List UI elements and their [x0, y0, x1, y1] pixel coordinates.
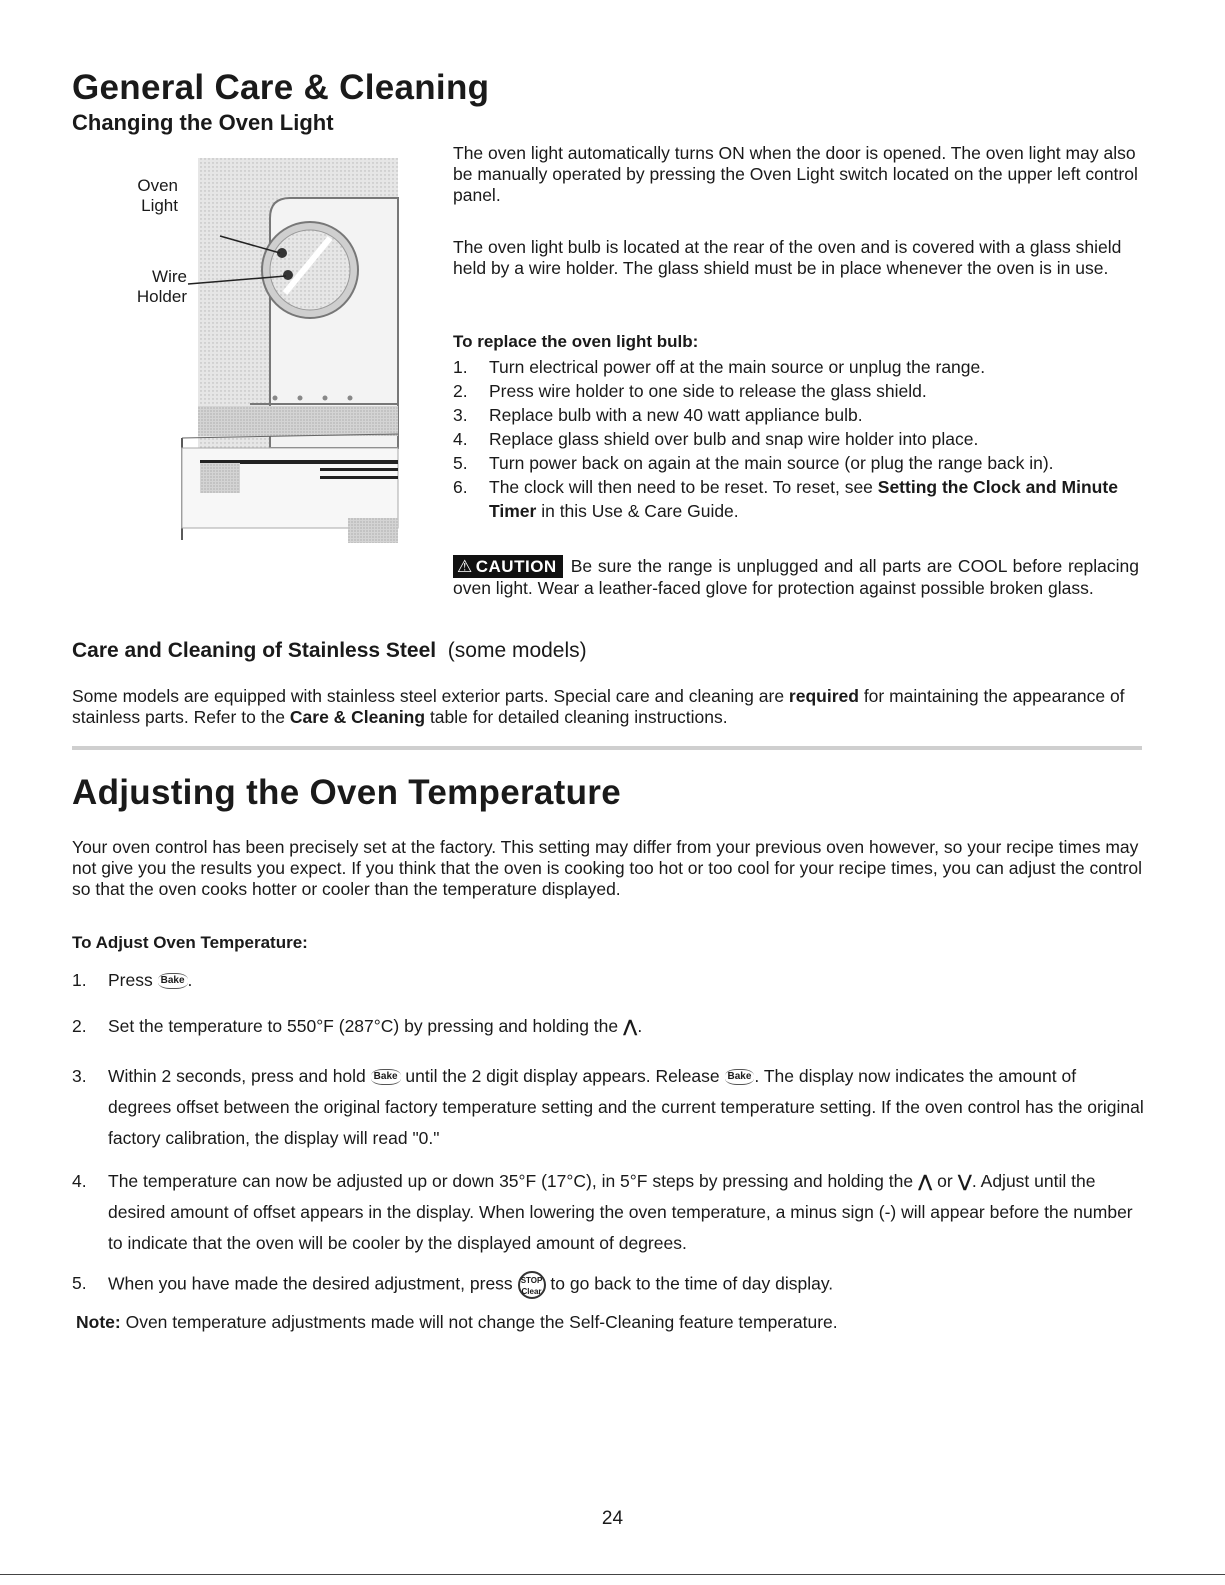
diagram-label-oven-light: Oven Light — [137, 176, 178, 215]
adjust-paragraph: Your oven control has been precisely set at the factory. This setting may differ from your previous oven however, so your recipe times may not give you the results you expect. If you think that the oven is cooking too hot or too cool for your recipe times, you can adjust the control so that the oven cooks hotter or cooler than the temperature displayed. — [72, 837, 1143, 899]
list-item: 6. The clock will then need to be reset. To reset, see Setting the Clock and Minute Timer in this Use & Care Guide. — [453, 477, 1118, 521]
list-item: 2. Press wire holder to one side to release the glass shield. — [453, 381, 927, 401]
page-number: 24 — [601, 1508, 624, 1529]
up-arrow-icon: ⋀ — [917, 1172, 933, 1191]
replace-bulb-steps — [453, 355, 1153, 523]
list-item: 5. Turn power back on again at the main source (or plug the range back in). — [453, 453, 1054, 473]
bake-key-icon: Bake — [725, 1069, 755, 1085]
adjust-steps-heading: To Adjust Oven Temperature: — [72, 933, 308, 952]
caution-note: ⚠ CAUTION Be sure the range is unplugged and all parts are COOL before replacing oven light. Wear a leather-faced glove for protection against possible broken glass. — [453, 556, 1139, 598]
list-item: 4. Replace glass shield over bulb and snap wire holder into place. — [453, 429, 979, 449]
section-divider — [72, 746, 1142, 750]
list-item: 2. Set the temperature to 550°F (287°C) by pressing and holding the ⋀. — [72, 1014, 1144, 1039]
oven-light-paragraph-2: The oven light bulb is located at the rear of the oven and is covered with a glass shield held by a wire holder. The glass shield must be in place whenever the oven is in use. — [453, 237, 1122, 278]
section-title-adjust-temperature: Adjusting the Oven Temperature — [72, 773, 621, 812]
caution-badge: ⚠ CAUTION — [453, 555, 563, 578]
adjust-steps — [72, 968, 1144, 1299]
stainless-paragraph: Some models are equipped with stainless steel exterior parts. Special care and cleaning are required for maintaining the appearance of stainless parts. Refer to the Care & Cleaning table for detailed cleaning instructions. — [72, 686, 1125, 727]
note-paragraph: Note: Oven temperature adjustments made will not change the Self-Cleaning feature temperature. — [76, 1312, 838, 1332]
up-arrow-icon: ⋀ — [623, 1017, 638, 1036]
list-item: 1. Turn electrical power off at the main source or unplug the range. — [453, 357, 986, 377]
stop-clear-key-icon: STOP Clear — [518, 1271, 546, 1299]
section-heading-oven-light: Changing the Oven Light — [72, 110, 334, 135]
section-heading-stainless: Care and Cleaning of Stainless Steel (some models) — [72, 639, 587, 662]
diagram-label-wire-holder: Wire Holder — [136, 267, 187, 306]
list-item: 1. Press Bake . — [72, 970, 193, 990]
bake-key-icon: Bake — [158, 973, 188, 989]
warning-icon: ⚠ — [457, 557, 473, 576]
oven-light-paragraph-1: The oven light automatically turns ON when the door is opened. The oven light may also be manually operated by pressing the Oven Light switch located on the upper left control panel. — [453, 143, 1138, 205]
oven-light-diagram — [120, 158, 400, 543]
list-item: 5. When you have made the desired adjustment, press STOP Clear to go back to the time of day display. — [72, 1271, 1144, 1299]
page-title: General Care & Cleaning — [72, 68, 490, 107]
down-arrow-icon: ⋁ — [957, 1172, 972, 1191]
page-bottom-rule — [0, 1574, 1225, 1575]
bake-key-icon: Bake — [371, 1069, 401, 1085]
list-item: 3. Replace bulb with a new 40 watt appliance bulb. — [453, 405, 863, 425]
list-item: 4. The temperature can now be adjusted up or down 35°F (17°C), in 5°F steps by pressing and holding the ⋀ or ⋁. Adjust until the desired amount of offset appears in the display. When lowering the oven temperature, a minus sign (-) will appear before the number to indicate that the oven will be cooler by the displayed amount of degrees. — [72, 1166, 1144, 1259]
replace-bulb-heading: To replace the oven light bulb: — [453, 332, 699, 351]
list-item: 3. Within 2 seconds, press and hold Bake until the 2 digit display appears. Release Bake . The display now indicates the amount of degrees offset between the original factory temperature setting and the current temperature setting. If the oven control has the original factory calibration, the display will read "0." — [72, 1066, 1144, 1148]
